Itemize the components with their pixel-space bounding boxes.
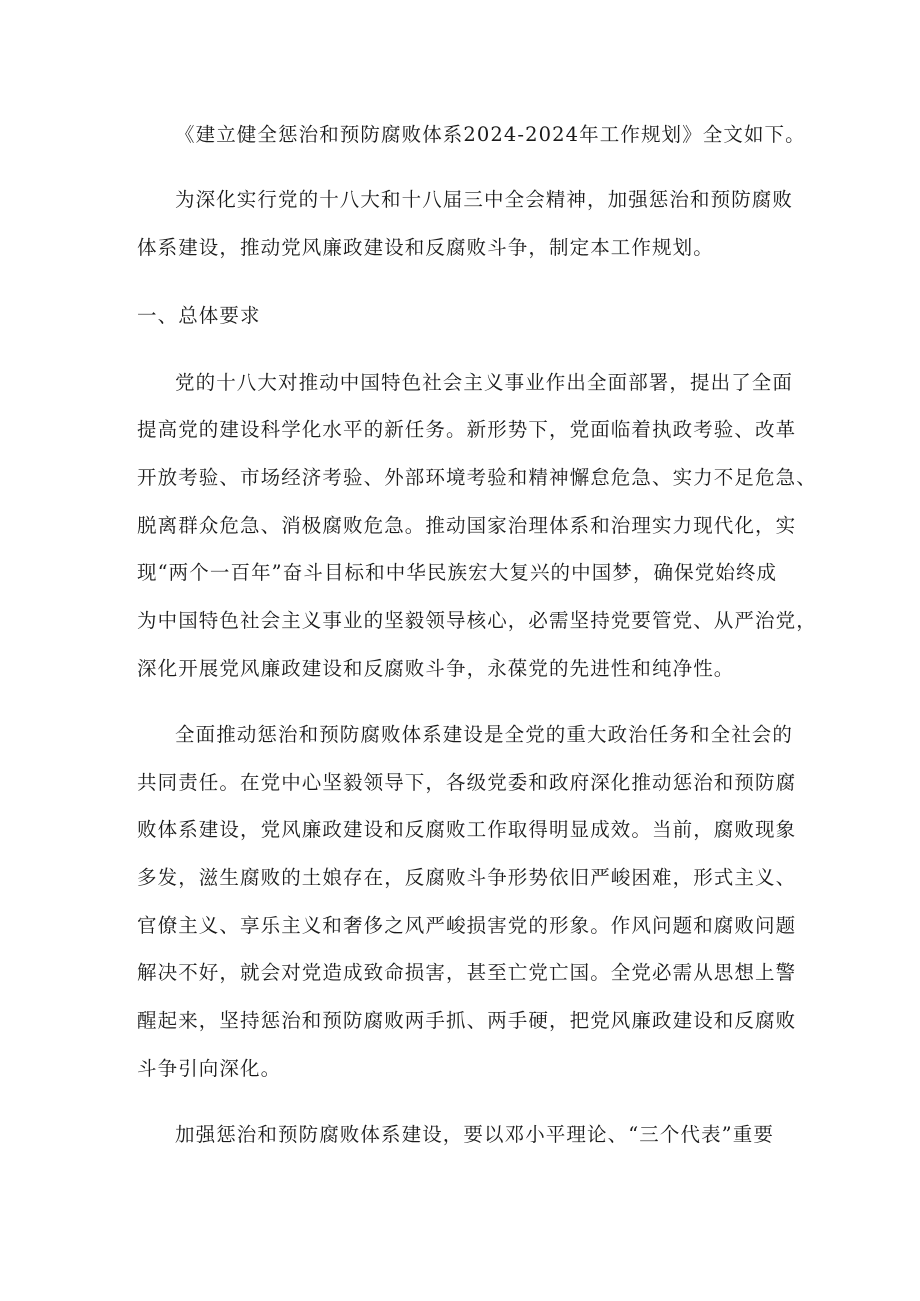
paragraph-3-line-5: 官僚主义、享乐主义和奢侈之风严峻损害党的形象。作风问题和腐败问题 [137, 914, 797, 937]
paragraph-3-line-8: 斗争引向深化。 [137, 1057, 282, 1080]
section-heading-1: 一、总体要求 [137, 304, 261, 327]
paragraph-3-line-6: 解决不好，就会对党造成致命损害，甚至亡党亡国。全党必需从思想上警 [137, 961, 797, 984]
paragraph-3-line-2: 共同责任。在党中心坚毅领导下，各级党委和政府深化推动惩治和预防腐 [137, 771, 797, 794]
paragraph-1-line-2: 体系建设，推动党风廉政建设和反腐败斗争，制定本工作规划。 [137, 236, 714, 259]
paragraph-3-line-1: 全面推动惩治和预防腐败体系建设是全党的重大政治任务和全社会的 [175, 723, 794, 746]
intro-line: 《建立健全惩治和预防腐败体系2024-2024年工作规划》全文如下。 [175, 123, 806, 146]
paragraph-2-line-2: 提高党的建设科学化水平的新任务。新形势下，党面临着执政考验、改革 [137, 418, 797, 441]
paragraph-2-line-1: 党的十八大对推动中国特色社会主义事业作出全面部署，提出了全面 [175, 371, 794, 394]
paragraph-4-line-1: 加强惩治和预防腐败体系建设，要以邓小平理论、“三个代表”重要 [175, 1123, 774, 1146]
paragraph-1-line-1: 为深化实行党的十八大和十八届三中全会精神，加强惩治和预防腐败 [175, 188, 794, 211]
paragraph-3-line-4: 多发，滋生腐败的土娘存在，反腐败斗争形势依旧严峻困难，形式主义、 [137, 866, 797, 889]
paragraph-2-line-7: 深化开展党风廉政建设和反腐败斗争，永葆党的先进性和纯净性。 [137, 657, 735, 680]
paragraph-2-line-6: 为中国特色社会主义事业的坚毅领导核心，必需坚持党要管党、从严治党， [137, 609, 817, 632]
paragraph-2-line-5: 现“两个一百年”奋斗目标和中华民族宏大复兴的中国梦，确保党始终成 [137, 561, 778, 584]
paragraph-2-line-4: 脱离群众危急、消极腐败危急。推动国家治理体系和治理实力现代化，实 [137, 514, 797, 537]
paragraph-3-line-7: 醒起来，坚持惩治和预防腐败两手抓、两手硬，把党风廉政建设和反腐败 [137, 1009, 797, 1032]
paragraph-3-line-3: 败体系建设，党风廉政建设和反腐败工作取得明显成效。当前，腐败现象 [137, 818, 797, 841]
paragraph-2-line-3: 开放考验、市场经济考验、外部环境考验和精神懈怠危急、实力不足危急、 [137, 466, 817, 489]
